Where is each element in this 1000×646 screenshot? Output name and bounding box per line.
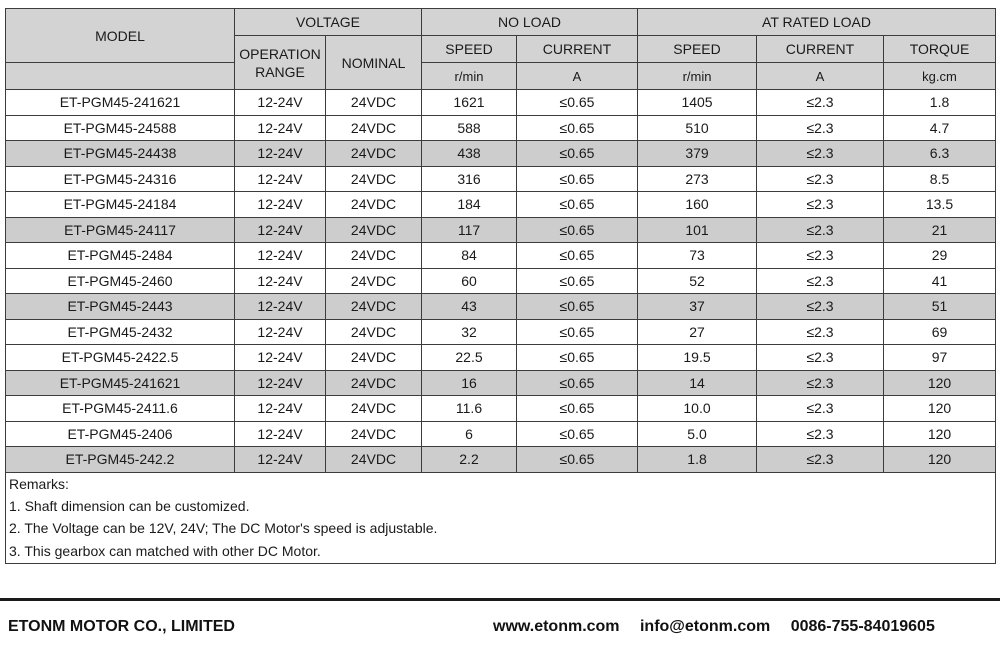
cell-model: ET-PGM45-2411.6 — [6, 396, 235, 422]
cell-nl-speed: 84 — [422, 243, 517, 269]
cell-rl-speed: 160 — [638, 192, 757, 218]
cell-nl-current: ≤0.65 — [517, 90, 638, 116]
website-link[interactable]: www.etonm.com — [493, 618, 620, 635]
cell-nominal: 24VDC — [326, 268, 422, 294]
unit-nl-speed: r/min — [422, 63, 517, 90]
cell-nl-speed: 16 — [422, 370, 517, 396]
phone-number: 0086-755-84019605 — [790, 618, 935, 635]
cell-nl-speed: 2.2 — [422, 447, 517, 473]
email-link[interactable]: info@etonm.com — [639, 618, 771, 635]
cell-rl-speed: 27 — [638, 319, 757, 345]
cell-model: ET-PGM45-2432 — [6, 319, 235, 345]
cell-operation-range: 12-24V — [235, 447, 326, 473]
cell-model: ET-PGM45-24316 — [6, 166, 235, 192]
header-nominal: NOMINAL — [326, 36, 422, 90]
cell-nl-current: ≤0.65 — [517, 141, 638, 167]
cell-rl-speed: 14 — [638, 370, 757, 396]
cell-operation-range: 12-24V — [235, 115, 326, 141]
cell-rl-current: ≤2.3 — [757, 166, 884, 192]
cell-model: ET-PGM45-24438 — [6, 141, 235, 167]
cell-torque: 6.3 — [884, 141, 996, 167]
cell-torque: 8.5 — [884, 166, 996, 192]
cell-nl-speed: 184 — [422, 192, 517, 218]
cell-rl-speed: 1.8 — [638, 447, 757, 473]
table-row — [6, 141, 996, 167]
cell-nl-speed: 11.6 — [422, 396, 517, 422]
cell-model: ET-PGM45-2484 — [6, 243, 235, 269]
table-row — [6, 166, 996, 192]
cell-operation-range: 12-24V — [235, 319, 326, 345]
remark-item: 1. Shaft dimension can be customized. — [6, 495, 996, 517]
cell-nominal: 24VDC — [326, 396, 422, 422]
contact-info — [493, 618, 935, 636]
table-row — [6, 319, 996, 345]
header-rl-speed: SPEED — [638, 36, 757, 63]
cell-operation-range: 12-24V — [235, 370, 326, 396]
company-name: ETONM MOTOR CO., LIMITED — [8, 618, 235, 635]
remarks-title: Remarks: — [6, 472, 996, 495]
cell-rl-current: ≤2.3 — [757, 268, 884, 294]
header-model-blank — [6, 63, 235, 90]
cell-model: ET-PGM45-2460 — [6, 268, 235, 294]
cell-model: ET-PGM45-242.2 — [6, 447, 235, 473]
cell-nl-speed: 316 — [422, 166, 517, 192]
table-row — [6, 370, 996, 396]
cell-operation-range: 12-24V — [235, 217, 326, 243]
table-row — [6, 90, 996, 116]
remark-item: 3. This gearbox can matched with other DC Motor. — [6, 539, 996, 564]
cell-rl-current: ≤2.3 — [757, 243, 884, 269]
unit-rl-speed: r/min — [638, 63, 757, 90]
cell-model: ET-PGM45-2443 — [6, 294, 235, 320]
cell-nl-speed: 22.5 — [422, 345, 517, 371]
header-model: MODEL — [6, 9, 235, 63]
cell-rl-speed: 510 — [638, 115, 757, 141]
cell-nl-current: ≤0.65 — [517, 115, 638, 141]
cell-torque: 41 — [884, 268, 996, 294]
cell-nominal: 24VDC — [326, 192, 422, 218]
cell-nl-current: ≤0.65 — [517, 447, 638, 473]
cell-torque: 29 — [884, 243, 996, 269]
cell-rl-current: ≤2.3 — [757, 396, 884, 422]
cell-rl-speed: 37 — [638, 294, 757, 320]
table-row — [6, 396, 996, 422]
cell-nominal: 24VDC — [326, 421, 422, 447]
table-row — [6, 243, 996, 269]
table-row — [6, 447, 996, 473]
header-voltage: VOLTAGE — [235, 9, 422, 36]
cell-torque: 4.7 — [884, 115, 996, 141]
cell-nl-current: ≤0.65 — [517, 345, 638, 371]
cell-rl-speed: 73 — [638, 243, 757, 269]
cell-model: ET-PGM45-24117 — [6, 217, 235, 243]
cell-nl-current: ≤0.65 — [517, 217, 638, 243]
cell-rl-current: ≤2.3 — [757, 141, 884, 167]
table-row — [6, 115, 996, 141]
cell-rl-speed: 1405 — [638, 90, 757, 116]
cell-nl-speed: 6 — [422, 421, 517, 447]
cell-operation-range: 12-24V — [235, 141, 326, 167]
cell-rl-current: ≤2.3 — [757, 370, 884, 396]
header-operation-range: OPERATION RANGE — [235, 36, 326, 90]
cell-operation-range: 12-24V — [235, 166, 326, 192]
cell-nl-current: ≤0.65 — [517, 268, 638, 294]
cell-nl-current: ≤0.65 — [517, 370, 638, 396]
cell-nominal: 24VDC — [326, 115, 422, 141]
cell-rl-current: ≤2.3 — [757, 345, 884, 371]
header-no-load: NO LOAD — [422, 9, 638, 36]
cell-torque: 120 — [884, 370, 996, 396]
header-nl-speed: SPEED — [422, 36, 517, 63]
cell-operation-range: 12-24V — [235, 396, 326, 422]
cell-torque: 51 — [884, 294, 996, 320]
cell-rl-current: ≤2.3 — [757, 90, 884, 116]
cell-nl-speed: 117 — [422, 217, 517, 243]
cell-model: ET-PGM45-241621 — [6, 370, 235, 396]
cell-nominal: 24VDC — [326, 447, 422, 473]
cell-rl-speed: 5.0 — [638, 421, 757, 447]
cell-rl-current: ≤2.3 — [757, 319, 884, 345]
cell-nominal: 24VDC — [326, 90, 422, 116]
cell-operation-range: 12-24V — [235, 421, 326, 447]
cell-model: ET-PGM45-241621 — [6, 90, 235, 116]
cell-operation-range: 12-24V — [235, 294, 326, 320]
cell-rl-speed: 273 — [638, 166, 757, 192]
header-rl-current: CURRENT — [757, 36, 884, 63]
cell-nominal: 24VDC — [326, 294, 422, 320]
header-torque: TORQUE — [884, 36, 996, 63]
header-rated-load: AT RATED LOAD — [638, 9, 996, 36]
unit-torque: kg.cm — [884, 63, 996, 90]
table-row — [6, 421, 996, 447]
cell-rl-current: ≤2.3 — [757, 294, 884, 320]
unit-nl-current: A — [517, 63, 638, 90]
cell-torque: 120 — [884, 447, 996, 473]
specification-table — [5, 8, 996, 564]
cell-rl-speed: 101 — [638, 217, 757, 243]
cell-model: ET-PGM45-24588 — [6, 115, 235, 141]
cell-nl-speed: 438 — [422, 141, 517, 167]
cell-rl-speed: 52 — [638, 268, 757, 294]
header-nl-current: CURRENT — [517, 36, 638, 63]
remark-item: 2. The Voltage can be 12V, 24V; The DC Motor's speed is adjustable. — [6, 517, 996, 539]
footer-divider — [0, 598, 1000, 601]
cell-rl-speed: 10.0 — [638, 396, 757, 422]
cell-operation-range: 12-24V — [235, 243, 326, 269]
cell-torque: 1.8 — [884, 90, 996, 116]
cell-nl-current: ≤0.65 — [517, 294, 638, 320]
cell-operation-range: 12-24V — [235, 268, 326, 294]
cell-rl-speed: 19.5 — [638, 345, 757, 371]
cell-nominal: 24VDC — [326, 370, 422, 396]
cell-torque: 120 — [884, 421, 996, 447]
cell-model: ET-PGM45-24184 — [6, 192, 235, 218]
cell-operation-range: 12-24V — [235, 192, 326, 218]
cell-nl-current: ≤0.65 — [517, 166, 638, 192]
cell-torque: 21 — [884, 217, 996, 243]
unit-rl-current: A — [757, 63, 884, 90]
cell-nl-current: ≤0.65 — [517, 243, 638, 269]
cell-operation-range: 12-24V — [235, 90, 326, 116]
cell-torque: 120 — [884, 396, 996, 422]
cell-model: ET-PGM45-2422.5 — [6, 345, 235, 371]
cell-nominal: 24VDC — [326, 345, 422, 371]
cell-nl-current: ≤0.65 — [517, 421, 638, 447]
cell-nominal: 24VDC — [326, 141, 422, 167]
cell-rl-current: ≤2.3 — [757, 192, 884, 218]
table-row — [6, 294, 996, 320]
cell-rl-current: ≤2.3 — [757, 421, 884, 447]
cell-nominal: 24VDC — [326, 166, 422, 192]
cell-nl-current: ≤0.65 — [517, 396, 638, 422]
cell-rl-speed: 379 — [638, 141, 757, 167]
table-row — [6, 345, 996, 371]
table-row — [6, 192, 996, 218]
cell-nl-speed: 588 — [422, 115, 517, 141]
cell-nl-current: ≤0.65 — [517, 192, 638, 218]
cell-operation-range: 12-24V — [235, 345, 326, 371]
cell-torque: 69 — [884, 319, 996, 345]
cell-rl-current: ≤2.3 — [757, 447, 884, 473]
table-row — [6, 217, 996, 243]
table-row — [6, 268, 996, 294]
cell-rl-current: ≤2.3 — [757, 217, 884, 243]
cell-model: ET-PGM45-2406 — [6, 421, 235, 447]
cell-nl-speed: 60 — [422, 268, 517, 294]
cell-torque: 97 — [884, 345, 996, 371]
cell-nl-current: ≤0.65 — [517, 319, 638, 345]
cell-nl-speed: 1621 — [422, 90, 517, 116]
cell-nominal: 24VDC — [326, 243, 422, 269]
cell-rl-current: ≤2.3 — [757, 115, 884, 141]
cell-nominal: 24VDC — [326, 217, 422, 243]
cell-torque: 13.5 — [884, 192, 996, 218]
cell-nl-speed: 32 — [422, 319, 517, 345]
cell-nl-speed: 43 — [422, 294, 517, 320]
cell-nominal: 24VDC — [326, 319, 422, 345]
